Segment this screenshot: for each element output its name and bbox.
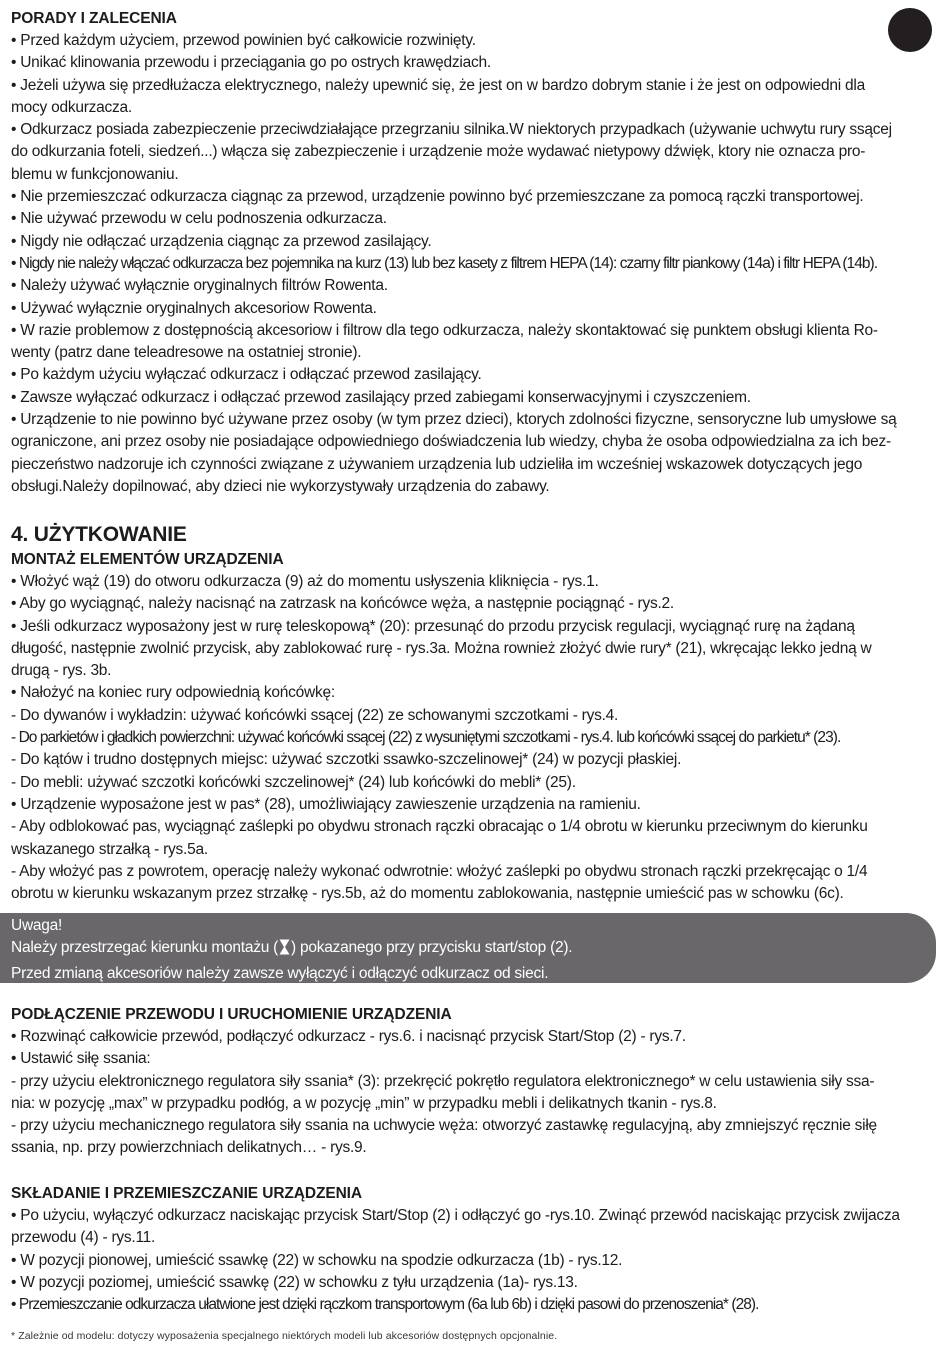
section-usage (11, 521, 937, 905)
chapter-heading: 4. UŻYTKOWANIE (11, 523, 187, 546)
footnote: * Zależnie od modelu: dotyczy wyposażenia specjalnego niektórych modeli lub akcesoriów dostępnych opcjonalnie. (11, 1330, 558, 1342)
text-line: - Do kątów i trudno dostępnych miejsc: używać szczotki ssawko-szczelinowej* (24) w pozycji płaskiej. (11, 751, 682, 769)
text-line: • Aby go wyciągnąć, należy nacisnąć na zatrzask na końcówce węża, a następnie pociągnąć - rys.2. (11, 595, 674, 613)
note-line: Przed zmianą akcesoriów należy zawsze wyłączyć i odłączyć odkurzacz od sieci. (11, 964, 549, 982)
text-line: nia: w pozycję „max” w przypadku podłóg, a w pozycję „min” w przypadku mebli i delikatnych tkanin - rys.8. (11, 1094, 717, 1112)
text-line: • Jeśli odkurzacz wyposażony jest w rurę teleskopową* (20): przesunąć do przodu przycisk regulacji, wyciągnąć rurę na żądaną (11, 617, 855, 635)
text-line: ograniczone, ani przez osoby nie posiadające odpowiedniego doświadczenia lub wiedzy, chyba że osoba odpowiedzialna za ich bez- (11, 433, 891, 451)
text-line: mocy odkurzacza. (11, 98, 132, 116)
text-line: • Nigdy nie należy włączać odkurzacza bez pojemnika na kurz (13) lub bez kasety z filtrem HEPA (14): czarny filtr piankowy (14a) i filtr HEPA (14b). (11, 254, 878, 272)
text-line: • Nie używać przewodu w celu podnoszenia odkurzacza. (11, 210, 387, 228)
text-line: • Po każdym użyciu wyłączać odkurzacz i odłączać przewod zasilający. (11, 366, 482, 384)
section-storage (11, 1183, 937, 1316)
text-line: • Zawsze wyłączać odkurzacz i odłączać przewod zasilający przed zabiegami konserwacyjnymi i czyszczeniem. (11, 388, 751, 406)
note-text: ) pokazanego przy przycisku start/stop (2). (291, 939, 573, 957)
note-title: Uwaga! (11, 917, 63, 934)
section-connect (11, 1004, 937, 1160)
section-tips (11, 8, 937, 498)
text-line: • Włożyć wąż (19) do otworu odkurzacza (9) aż do momentu usłyszenia kliknięcia - rys.1. (11, 573, 599, 590)
text-line: - Do parkietów i gładkich powierzchni: używać końcówki ssącej (22) z wysuniętymi szczotkami - rys.4. lub końcówki ssącej do parkietu* (23). (11, 729, 841, 747)
text-line: przewodu (4) - rys.11. (11, 1229, 156, 1247)
text-line: • W razie problemow z dostępnością akcesoriow i filtrow dla tego odkurzacza, należy skontaktować się punktem obsługi klienta Ro- (11, 321, 878, 339)
text-line: pieczeństwo nadzoruje ich czynności związane z używaniem urządzenia lub udzieliła im wcześniej wskazowek dotyczących jego (11, 455, 863, 473)
note-line (11, 937, 936, 962)
text-line: - Do mebli: używać szczotki końcówki szczelinowej* (24) lub końcówki do mebli* (25). (11, 773, 576, 791)
text-line: • Rozwinąć całkowicie przewód, podłączyć odkurzacz - rys.6. i nacisnąć przycisk Start/Stop (2) - rys.7. (11, 1028, 686, 1045)
text-line: wskazanego strzałką - rys.5a. (11, 840, 208, 858)
text-line: • Jeżeli używa się przedłużacza elektrycznego, należy upewnić się, że jest on w bardzo dobrym stanie i że jest on odpowiedni dla (11, 76, 865, 94)
text-line: • Używać wyłącznie oryginalnych akcesoriow Rowenta. (11, 299, 377, 317)
text-line: - Aby odblokować pas, wyciągnąć zaślepki po obydwu stronach rączki obracając o 1/4 obrotu w kierunku przeciwnym do kierunku (11, 818, 868, 836)
hourglass-icon (279, 939, 290, 962)
text-line: do odkurzania foteli, siedzeń...) włącza się zabezpieczenie i urządzenie może wydawać nietypowy dźwięk, ktory nie oznacza pro- (11, 143, 866, 161)
section-title: SKŁADANIE I PRZEMIESZCZANIE URZĄDZENIA (11, 1185, 362, 1202)
text-line: • Należy używać wyłącznie oryginalnych filtrów Rowenta. (11, 277, 388, 295)
text-line: • Nie przemieszczać odkurzacza ciągnąc za przewod, urządzenie powinno być przemieszczane za pomocą rączki transportowej. (11, 188, 864, 206)
text-line: • W pozycji poziomej, umieścić ssawkę (22) w schowku z tyłu urządzenia (1a)- rys.13. (11, 1273, 578, 1291)
text-line: • Ustawić siłę ssania: (11, 1050, 151, 1068)
text-line: wenty (patrz dane teleadresowe na ostatniej stronie). (11, 344, 362, 362)
text-line: drugą - rys. 3b. (11, 662, 112, 680)
text-line: obsługi.Należy dopilnować, aby dzieci nie wykorzystywały urządzenia do zabawy. (11, 477, 550, 495)
text-line: - Aby włożyć pas z powrotem, operację należy wykonać odwrotnie: włożyć zaślepki po obydwu stronach rączki przekręcając o 1/4 (11, 862, 868, 880)
text-line: • Przed każdym użyciem, przewod powinien być całkowicie rozwinięty. (11, 32, 476, 49)
text-line: • Urządzenie to nie powinno być używane przez osoby (w tym przez dzieci), ktorych zdolności fizyczne, sensoryczne lub umysłowe są (11, 411, 897, 429)
text-line: • Odkurzacz posiada zabezpieczenie przeciwdziałające przegrzaniu silnika.W niektorych przypadkach (używanie uchwytu rury ssącej (11, 121, 892, 139)
text-line: • Przemieszczanie odkurzacza ułatwione jest dzięki rączkom transportowym (6a lub 6b) i dzięki pasowi do przenoszenia* (28). (11, 1296, 759, 1314)
text-line: • Urządzenie wyposażone jest w pas* (28), umożliwiający zawieszenie urządzenia na ramieniu. (11, 795, 641, 813)
text-line: • Po użyciu, wyłączyć odkurzacz naciskając przycisk Start/Stop (2) i odłączyć go -rys.10. Zwinąć przewód naciskając przycisk zwijacza (11, 1207, 900, 1224)
text-line: - przy użyciu mechanicznego regulatora siły ssania na uchwycie węża: otworzyć zastawkę regulacyjną, aby zmniejszyć ręcznie siłę (11, 1117, 877, 1135)
text-line: blemu w funkcjonowaniu. (11, 165, 179, 183)
text-line: - przy użyciu elektronicznego regulatora siły ssania* (3): przekręcić pokrętło regulatora elektronicznego* w celu ustawienia siły ssa- (11, 1072, 875, 1090)
warning-note-box (0, 913, 936, 983)
section-title: PORADY I ZALECENIA (11, 10, 177, 27)
text-line: obrotu w kierunku wskazanym przez strzałkę - rys.5b, aż do momentu zablokowania, następnie umieścić pas w schowku (6c). (11, 885, 844, 903)
section-title: MONTAŻ ELEMENTÓW URZĄDZENIA (11, 551, 284, 568)
text-line: ssania, np. przy powierzchniach delikatnych… - rys.9. (11, 1139, 367, 1157)
text-line: • W pozycji pionowej, umieścić ssawkę (22) w schowku na spodzie odkurzacza (1b) - rys.12. (11, 1251, 623, 1269)
text-line: • Nigdy nie odłączać urządzenia ciągnąc za przewod zasilający. (11, 232, 432, 250)
note-text: Należy przestrzegać kierunku montażu ( (11, 939, 279, 957)
text-line: • Nałożyć na koniec rury odpowiednią końcówkę: (11, 684, 335, 702)
text-line: • Unikać klinowania przewodu i przeciągania go po ostrych krawędziach. (11, 54, 491, 72)
section-title: PODŁĄCZENIE PRZEWODU I URUCHOMIENIE URZĄDZENIA (11, 1006, 452, 1023)
text-line: długość, następnie zwolnić przycisk, aby zablokować rurę - rys.3a. Można rownież złożyć dwie rury* (21), wkręcając lekko jedną w (11, 639, 872, 657)
text-line: - Do dywanów i wykładzin: używać końcówki ssącej (22) ze schowanymi szczotkami - rys.4. (11, 706, 619, 724)
